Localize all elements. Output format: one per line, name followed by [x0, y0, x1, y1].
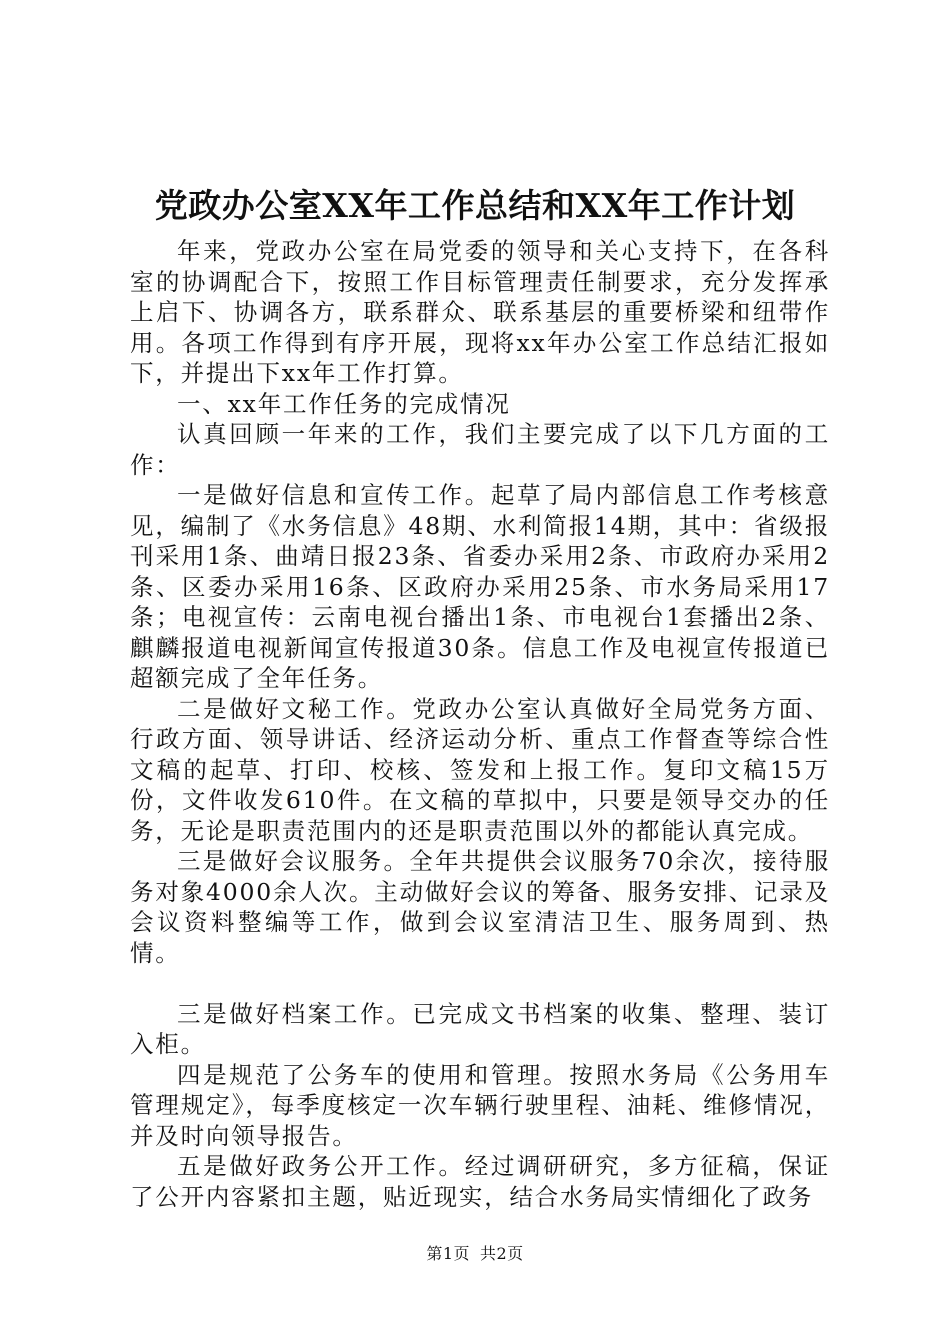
blank-line — [130, 968, 830, 999]
page-count: 共2页 — [480, 1244, 524, 1263]
paragraph-meeting-service: 三是做好会议服务。全年共提供会议服务70余次，接待服务对象4000余人次。主动做好会议的筹备、服务安排、记录及会议资料整编等工作，做到会议室清洁卫生、服务周到、热情。 — [130, 847, 830, 967]
paragraph-review: 认真回顾一年来的工作，我们主要完成了以下几方面的工作： — [130, 420, 830, 479]
section-heading: 一、xx年工作任务的完成情况 — [177, 389, 511, 418]
paragraph-official-vehicles: 四是规范了公务车的使用和管理。按照水务局《公务用车管理规定》，每季度核定一次车辆行驶里程、油耗、维修情况，并及时向领导报告。 — [130, 1060, 830, 1150]
document-title: 党政办公室XX年工作总结和XX年工作计划 — [154, 186, 796, 225]
page-footer — [0, 1244, 950, 1264]
paragraph-secretarial: 二是做好文秘工作。党政办公室认真做好全局党务方面、行政方面、领导讲话、经济运动分析、重点工作督查等综合性文稿的起草、打印、校核、签发和上报工作。复印文稿15万份，文件收发610件。在文稿的草拟中，只要是领导交办的任务，无论是职责范围内的还是职责范围以外的都能认真完成。 — [130, 694, 830, 845]
document-body — [130, 236, 830, 1212]
paragraph-archives: 三是做好档案工作。已完成文书档案的收集、整理、装订入柜。 — [130, 999, 830, 1058]
paragraph-government-affairs: 五是做好政务公开工作。经过调研研究，多方征稿，保证了公开内容紧扣主题，贴近现实，结合水务局实情细化了政务 — [130, 1152, 830, 1211]
paragraph-information-publicity: 一是做好信息和宣传工作。起草了局内部信息工作考核意见，编制了《水务信息》48期、水利简报14期，其中：省级报刊采用1条、曲靖日报23条、省委办采用2条、市政府办采用2条、区委办采用16条、区政府办采用25条、市水务局采用17条；电视宣传：云南电视台播出1条、市电视台1套播出2条、麒麟报道电视新闻宣传报道30条。信息工作及电视宣传报道已超额完成了全年任务。 — [130, 481, 830, 692]
paragraph-intro: 年来，党政办公室在局党委的领导和关心支持下，在各科室的协调配合下，按照工作目标管理责任制要求，充分发挥承上启下、协调各方，联系群众、联系基层的重要桥梁和纽带作用。各项工作得到有序开展，现将xx年办公室工作总结汇报如下，并提出下xx年工作打算。 — [130, 237, 830, 387]
page-number: 第1页 — [426, 1244, 470, 1263]
